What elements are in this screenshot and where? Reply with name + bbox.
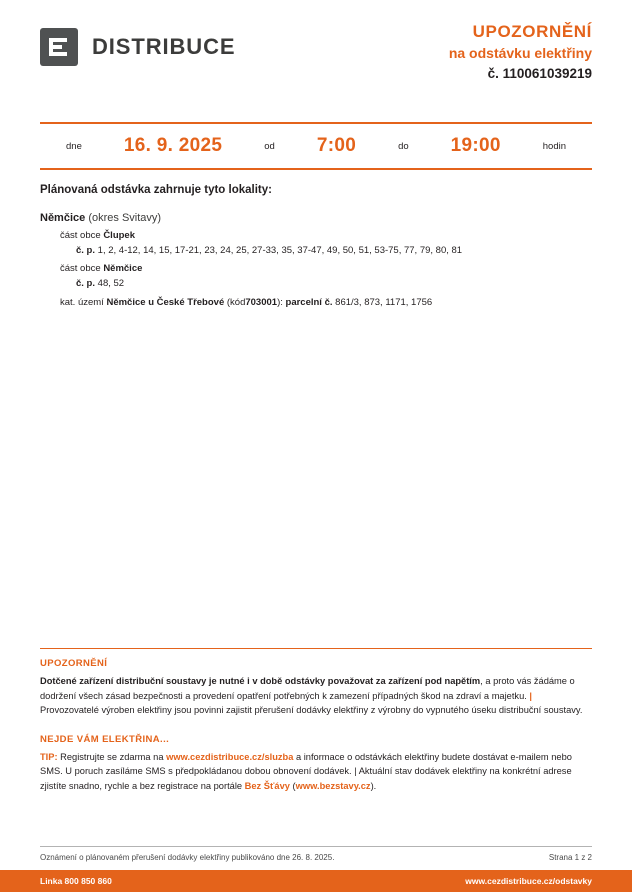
publication-text: Oznámení o plánovaném přerušení dodávky elektřiny publikováno dne 26. 8. 2025. xyxy=(40,853,335,862)
locality-section xyxy=(40,184,592,312)
parcel-numbers: 861/3, 873, 1171, 1756 xyxy=(335,297,433,308)
to-value: 19:00 xyxy=(450,135,501,156)
tip-title: NEJDE VÁM ELEKTŘINA... xyxy=(40,733,170,745)
from-value: 7:00 xyxy=(316,135,357,156)
notice-subtitle: na odstávku elektřiny xyxy=(448,45,592,61)
cadastre-prefix: kat. území xyxy=(60,297,104,308)
page-number: Strana 1 z 2 xyxy=(548,853,592,862)
house-numbers-label: č. p. xyxy=(76,278,96,289)
portal-brand: Bez Šťávy xyxy=(244,780,290,791)
locality-block xyxy=(40,212,592,310)
date-value: 16. 9. 2025 xyxy=(123,135,223,156)
locality-title xyxy=(40,212,592,224)
warning-text-second: Provozovatelé výroben elektřiny jsou povinni zajistit přerušení dodávky elektřiny z výrobny do vypnutého úseku distribuční soustavy. xyxy=(40,705,583,715)
link-close-paren: ). xyxy=(370,780,377,791)
part-row xyxy=(60,262,592,276)
tip-text-a: Registrujte se zdarma na xyxy=(60,751,164,762)
notice-heading xyxy=(449,22,592,83)
part-label: část obce xyxy=(60,263,101,274)
outage-time-band xyxy=(40,122,592,170)
cadastre-name: Němčice u České Třebové xyxy=(106,297,225,308)
warning-bold-lead: Dotčené zařízení distribuční soustavy je nutné i v době odstávky považovat za zařízení pod napětím xyxy=(40,676,481,686)
document-header xyxy=(40,22,592,108)
house-numbers: 1, 2, 4-12, 14, 15, 17-21, 23, 24, 25, 27-33, 35, 37-47, 49, 50, 51, 53-75, 77, 79, 80, 81 xyxy=(97,245,463,256)
notice-number: č. 110061039219 xyxy=(487,66,592,81)
section-intro: Plánovaná odstávka zahrnuje tyto lokality: xyxy=(40,184,272,196)
footer-notices xyxy=(40,648,592,793)
cadastre-code-label: (kód xyxy=(226,297,246,308)
service-link[interactable]: www.cezdistribuce.cz/sluzba xyxy=(166,751,294,762)
part-numbers-row xyxy=(76,276,592,291)
brand-logo xyxy=(40,28,235,66)
footer-website-link[interactable]: www.cezdistribuce.cz/odstavky xyxy=(465,876,592,886)
warning-separator: | xyxy=(529,690,533,701)
date-label: dne xyxy=(66,140,82,152)
hotline-number: Linka 800 850 860 xyxy=(40,876,112,886)
part-row xyxy=(60,229,592,243)
cadastre-code-suffix: ): xyxy=(277,297,283,308)
bezstavy-link[interactable]: www.bezstavy.cz xyxy=(295,780,371,791)
warning-title: UPOZORNĚNÍ xyxy=(40,658,108,669)
part-numbers-row xyxy=(76,243,592,258)
tip-text-b: a informace o odstávkách elektřiny budete dostávat e-mailem nebo SMS. U poruch zasíláme SMS s předpokládanou dobou obnovení dodávek. | Aktuální stav dodávek elektřiny na konkrétní adrese zjistíte snadno, rychle a bez registrace na portále xyxy=(40,751,572,791)
house-numbers-label: č. p. xyxy=(76,245,96,256)
warning-body xyxy=(40,674,592,718)
hours-label: hodin xyxy=(542,140,566,152)
cadastre-row xyxy=(60,295,592,310)
cez-logo-icon xyxy=(40,28,78,66)
logo-bar-side xyxy=(49,38,53,56)
part-label: část obce xyxy=(60,230,101,241)
from-label: od xyxy=(264,140,275,152)
tip-block xyxy=(40,734,592,794)
link-open-paren: ( xyxy=(292,780,296,791)
cadastre-code: 703001 xyxy=(245,297,278,308)
tip-body xyxy=(40,750,592,794)
part-name: Němčice xyxy=(103,263,143,274)
part-name: Člupek xyxy=(103,230,135,241)
parcel-label: parcelní č. xyxy=(285,297,333,308)
notice-title: UPOZORNĚNÍ xyxy=(472,22,592,41)
locality-name: Němčice xyxy=(40,212,86,224)
footer-bar xyxy=(0,870,632,892)
to-label: do xyxy=(398,140,409,152)
warning-text-after: , a proto vás žádáme o dodržení všech zásad bezpečnosti a provedení opatření potřebných k zamezení případných škod na zdraví a majetku. xyxy=(40,676,575,701)
locality-district: (okres Svitavy) xyxy=(88,212,162,224)
house-numbers: 48, 52 xyxy=(97,278,125,289)
tip-label: TIP: xyxy=(40,751,58,762)
brand-name: DISTRIBUCE xyxy=(92,34,236,59)
publication-note xyxy=(40,846,592,862)
